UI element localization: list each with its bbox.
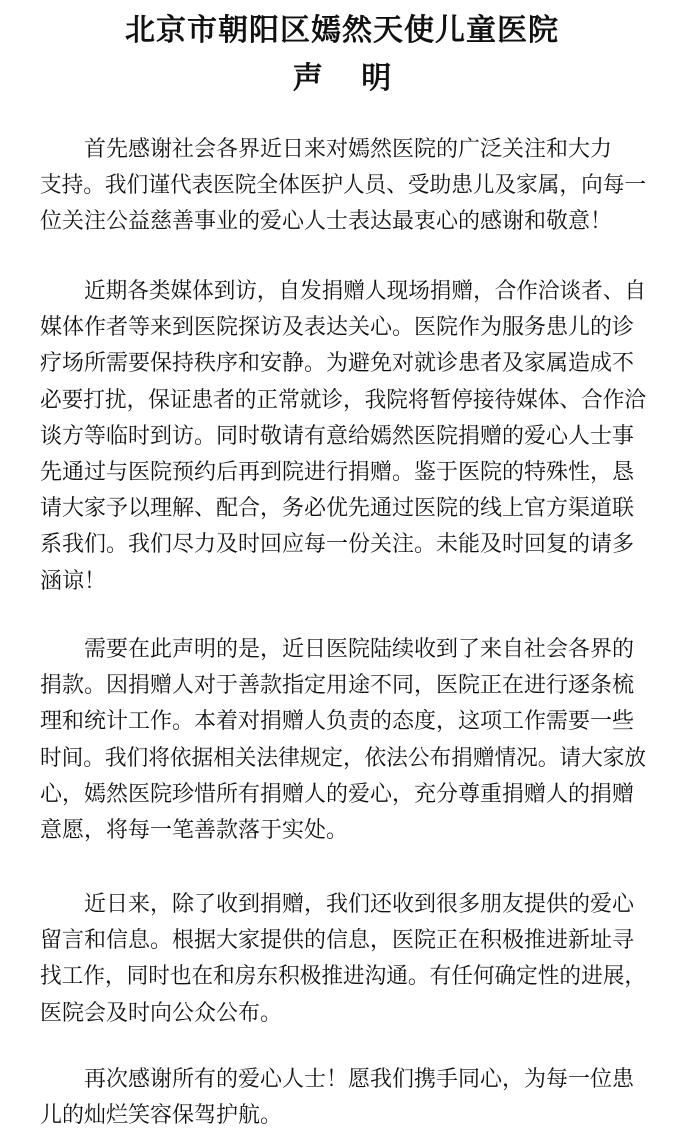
hospital-name-title: 北京市朝阳区嫣然天使儿童医院 — [125, 13, 559, 48]
paragraph-4-line: 近日来，除了收到捐赠，我们还收到很多朋友提供的爱心 — [84, 892, 635, 917]
paragraph-1-line: 位关注公益慈善事业的爱心人士表达最衷心的感谢和敬意！ — [40, 209, 613, 235]
paragraph-2-line: 媒体作者等来到医院探访及表达关心。医院作为服务患儿的诊 — [40, 315, 635, 341]
paragraph-4-line: 医院会及时向公众公布。 — [40, 1000, 283, 1026]
paragraph-2-line: 请大家予以理解、配合，务必优先通过医院的线上官方渠道联 — [40, 496, 635, 522]
paragraph-4-line: 留言和信息。根据大家提供的信息，医院正在积极推进新址寻 — [40, 928, 635, 954]
paragraph-3-line: 捐款。因捐赠人对于善款指定用途不同，医院正在进行逐条梳 — [40, 673, 635, 699]
paragraph-2-line: 疗场所需要保持秩序和安静。为避免对就诊患者及家属造成不 — [40, 351, 635, 377]
statement-heading: 声 明 — [292, 61, 406, 96]
paragraph-2-line: 涵谅！ — [40, 568, 107, 594]
paragraph-4-line: 找工作，同时也在和房东积极推进沟通。有任何确定性的进展， — [40, 964, 647, 990]
paragraph-5-line: 儿的灿烂笑容保驾护航。 — [40, 1103, 283, 1129]
paragraph-2-line: 谈方等临时到访。同时敬请有意给嫣然医院捐赠的爱心人士事 — [40, 423, 635, 449]
paragraph-3-line: 需要在此声明的是，近日医院陆续收到了来自社会各界的 — [84, 637, 635, 662]
paragraph-2-line: 近期各类媒体到访，自发捐赠人现场捐赠，合作洽谈者、自 — [84, 279, 647, 304]
paragraph-2-line: 先通过与医院预约后再到院进行捐赠。鉴于医院的特殊性，恳 — [40, 460, 635, 485]
paragraph-3-line: 时间。我们将依据相关法律规定，依法公布捐赠情况。请大家放 — [40, 745, 647, 771]
paragraph-1-line: 支持。我们谨代表医院全体医护人员、受助患儿及家属，向每一 — [40, 173, 647, 199]
paragraph-3-line: 意愿，将每一笔善款落于实处。 — [40, 818, 349, 843]
paragraph-3-line: 心，嫣然医院珍惜所有捐赠人的爱心，充分尊重捐赠人的捐赠 — [40, 781, 635, 807]
paragraph-5-line: 再次感谢所有的爱心人士！愿我们携手同心，为每一位患 — [84, 1067, 635, 1092]
paragraph-1-line: 首先感谢社会各界近日来对嫣然医院的广泛关注和大力 — [84, 137, 613, 162]
paragraph-2-line: 系我们。我们尽力及时回应每一份关注。未能及时回复的请多 — [40, 532, 635, 558]
paragraph-2-line: 必要打扰，保证患者的正常就诊，我院将暂停接待媒体、合作洽 — [40, 387, 647, 413]
paragraph-3-line: 理和统计工作。本着对捐赠人负责的态度，这项工作需要一些 — [40, 709, 635, 735]
